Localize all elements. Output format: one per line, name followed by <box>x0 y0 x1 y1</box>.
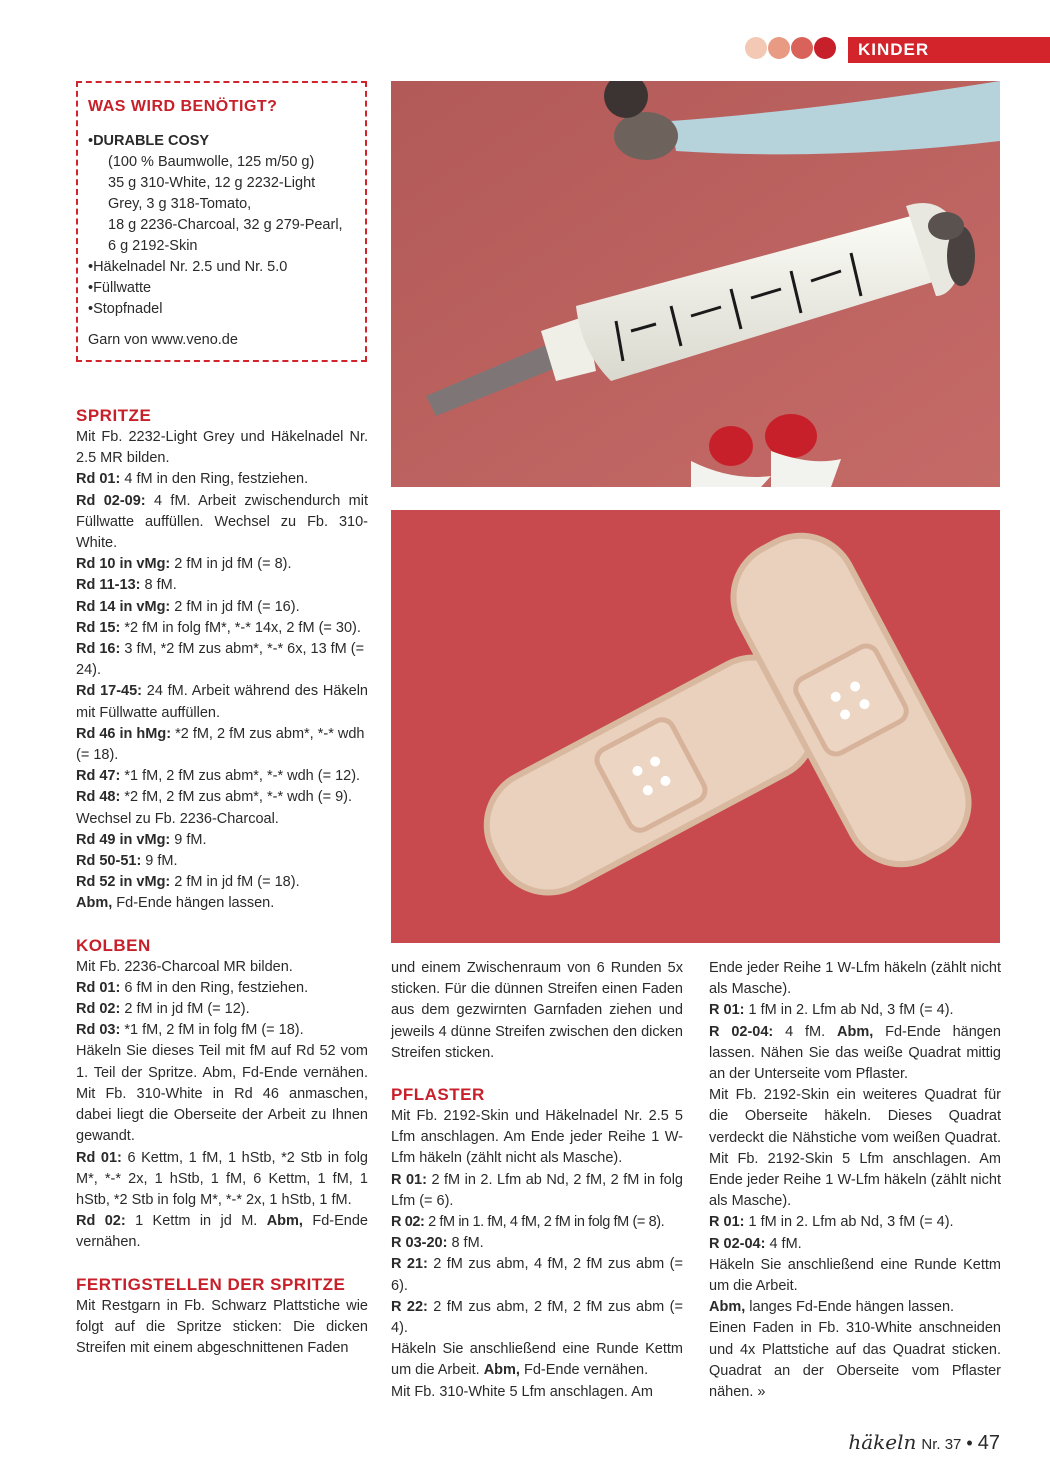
instruction-row: Rd 10 in vMg: 2 fM in jd fM (= 8). <box>76 556 292 573</box>
instruction-row: R 01: 2 fM in 2. Lfm ab Nd, 2 fM, 2 fM in folg Lfm (= 6). <box>391 1171 683 1209</box>
instruction-row: Rd 48: *2 fM, 2 fM zus abm*, *-* wdh (= 9). Wechsel zu Fb. 2236-Charcoal. <box>76 789 353 827</box>
instruction-row: R 02-04: 4 fM. <box>709 1235 802 1252</box>
instruction-row: R 21: 2 fM zus abm, 4 fM, 2 fM zus abm (= 6). <box>391 1256 683 1294</box>
right-column <box>709 958 1001 1403</box>
materials-title: WAS WIRD BENÖTIGT? <box>88 98 278 115</box>
yarn-detail: Grey, 3 g 318-Tomato, <box>108 196 252 212</box>
paragraph: Mit Fb. 2192-Skin und Häkelnadel Nr. 2.5 5 Lfm anschlagen. Am Ende jeder Reihe 1 W-Lfm häkeln (zählt nicht als Masche). <box>391 1108 683 1167</box>
page-number: 47 <box>977 1432 1000 1454</box>
section-heading: KOLBEN <box>76 935 151 955</box>
materials-list <box>88 257 355 320</box>
instruction-row: Rd 15: *2 fM in folg fM*, *-* 14x, 2 fM (= 30). <box>76 619 361 636</box>
instruction-row: Rd 47: *1 fM, 2 fM zus abm*, *-* wdh (= 12). <box>76 768 361 785</box>
paragraph: Häkeln Sie anschließend eine Runde Kettm um die Arbeit. Abm, Fd-Ende vernähen. <box>391 1341 683 1379</box>
paragraph: Abm, langes Fd-Ende hängen lassen. <box>709 1299 955 1316</box>
instruction-row: Rd 17-45: 24 fM. Arbeit während des Häkeln mit Füllwatte auffüllen. <box>76 683 368 721</box>
instruction-row: R 03-20: 8 fM. <box>391 1235 484 1252</box>
yarn-detail: 35 g 310-White, 12 g 2232-Light <box>108 175 316 191</box>
list-item: • Stopfnadel <box>88 299 355 320</box>
paragraph: Mit Fb. 310-White 5 Lfm anschlagen. Am <box>391 1383 653 1400</box>
section-heading: SPRITZE <box>76 406 152 425</box>
instruction-row: Rd 01: 6 Kettm, 1 fM, 1 hStb, *2 Stb in folg M*, *-* 2x, 1 hStb, 1 fM, 6 Kettm, 1 fM, 1 hStb, *2 Stb in folg M*, *-* 2x, 1 hStb, 1 fM. <box>76 1149 368 1208</box>
yarn-ball-icon <box>791 37 813 59</box>
instruction-row: Rd 11-13: 8 fM. <box>76 577 177 594</box>
paragraph: Einen Faden in Fb. 310-White anschneiden und 4x Plattstiche auf das Quadrat sticken. Quadrat an der Oberseite vom Pflaster nähen. » <box>709 1320 1001 1401</box>
instruction-row: Rd 02: 2 fM in jd fM (= 12). <box>76 1001 250 1018</box>
instruction-row: Rd 03: *1 fM, 2 fM in folg fM (= 18). <box>76 1022 304 1039</box>
list-item: • Füllwatte <box>88 278 355 299</box>
yarn-detail: 6 g 2192-Skin <box>108 238 198 254</box>
instruction-row: Rd 01: 4 fM in den Ring, festziehen. <box>76 471 309 488</box>
syringe-photo <box>391 81 1000 487</box>
instruction-row: Rd 52 in vMg: 2 fM in jd fM (= 18). <box>76 874 300 891</box>
materials-box <box>76 81 367 362</box>
materials-list <box>88 131 355 152</box>
middle-column <box>391 958 683 1403</box>
section-heading: FERTIGSTELLEN DER SPRITZE <box>76 1274 346 1294</box>
instruction-row: Rd 01: 6 fM in den Ring, festziehen. <box>76 979 309 996</box>
yarn-ball-icon <box>814 37 836 59</box>
section-heading: PFLASTER <box>391 1085 485 1105</box>
instruction-row: R 02-04: 4 fM. Abm, Fd-Ende hängen lassen. Nähen Sie das weiße Quadrat mittig an der Unterseite vom Pflaster. <box>709 1023 1001 1083</box>
yarn-ball-icon <box>768 37 790 59</box>
plaster-photo <box>391 510 1000 943</box>
paragraph: und einem Zwischenraum von 6 Runden 5x sticken. Für die dünnen Streifen einen Faden aus dem gezwirnten Garnfaden ziehen und jeweils 4 dünne Streifen zwischen den dicken Streifen sticken. <box>391 960 683 1061</box>
paragraph: Häkeln Sie dieses Teil mit fM auf Rd 52 vom 1. Teil der Spritze. Abm, Fd-Ende vernähen. Mit Fb. 310-White in Rd 46 anmaschen, dabei liegt die Oberseite der Arbeit zu Ihnen gewandt. <box>76 1043 368 1145</box>
issue-number: Nr. 37 <box>921 1436 962 1453</box>
yarn-detail: 18 g 2236-Charcoal, 32 g 279-Pearl, <box>108 217 343 233</box>
list-item: • Häkelnadel Nr. 2.5 und Nr. 5.0 <box>88 257 355 278</box>
page-footer <box>848 1430 1000 1455</box>
yarn-source: Garn von www.veno.de <box>88 332 238 348</box>
paragraph: Häkeln Sie anschließend eine Runde Kettm um die Arbeit. <box>709 1256 1001 1295</box>
instruction-row: Rd 46 in hMg: *2 fM, 2 fM zus abm*, *-* wdh (= 18). <box>76 725 365 764</box>
instruction-row: Rd 02: 1 Kettm in jd M. Abm, Fd-Ende vernähen. <box>76 1213 368 1251</box>
yarn-detail: (100 % Baumwolle, 125 m/50 g) <box>108 154 315 170</box>
paragraph: Mit Restgarn in Fb. Schwarz Plattstiche wie folgt auf die Spritze sticken: Die dicken Streifen mit einem abgeschnittenen Faden <box>76 1297 368 1356</box>
paragraph: Mit Fb. 2192-Skin ein weiteres Quadrat für die Oberseite häkeln. Dieses Quadrat verdeckt die Nähstiche vom weißen Quadrat. Mit Fb. 2192-Skin 5 Lfm anschlagen. Am Ende jeder Reihe 1 W-Lfm häkeln (zählt nicht als Masche). <box>709 1087 1001 1210</box>
yarn-ball-icon <box>745 37 767 59</box>
instruction-row: Rd 16: 3 fM, *2 fM zus abm*, *-* 6x, 13 fM (= 24). <box>76 641 365 679</box>
instruction-row: Abm, Fd-Ende hängen lassen. <box>76 895 275 912</box>
instruction-row: Rd 50-51: 9 fM. <box>76 853 178 870</box>
instruction-row: R 22: 2 fM zus abm, 2 fM, 2 fM zus abm (= 4). <box>391 1298 683 1337</box>
yarn-ball-icons <box>745 37 836 59</box>
list-item: • DURABLE COSY <box>88 131 355 152</box>
paragraph: Ende jeder Reihe 1 W-Lfm häkeln (zählt nicht als Masche). <box>709 960 1001 998</box>
instruction-row: Rd 14 in vMg: 2 fM in jd fM (= 16). <box>76 598 300 615</box>
magazine-title: häkeln <box>848 1430 917 1454</box>
paragraph: Mit Fb. 2232-Light Grey und Häkelnadel Nr. 2.5 MR bilden. <box>76 429 368 467</box>
instruction-row: Rd 02-09: 4 fM. Arbeit zwischendurch mit Füllwatte auffüllen. Wechsel zu Fb. 310-White. <box>76 492 368 552</box>
instruction-row: Rd 49 in vMg: 9 fM. <box>76 831 207 848</box>
instruction-row: R 02: 2 fM in 1. fM, 4 fM, 2 fM in folg fM (= 8). <box>391 1214 665 1231</box>
paragraph: Mit Fb. 2236-Charcoal MR bilden. <box>76 958 293 975</box>
section-label: KINDER <box>848 37 1050 63</box>
instruction-row: R 01: 1 fM in 2. Lfm ab Nd, 3 fM (= 4). <box>709 1214 954 1231</box>
left-column <box>76 405 368 1359</box>
instruction-row: R 01: 1 fM in 2. Lfm ab Nd, 3 fM (= 4). <box>709 1002 954 1019</box>
footer-separator: • <box>966 1433 973 1453</box>
